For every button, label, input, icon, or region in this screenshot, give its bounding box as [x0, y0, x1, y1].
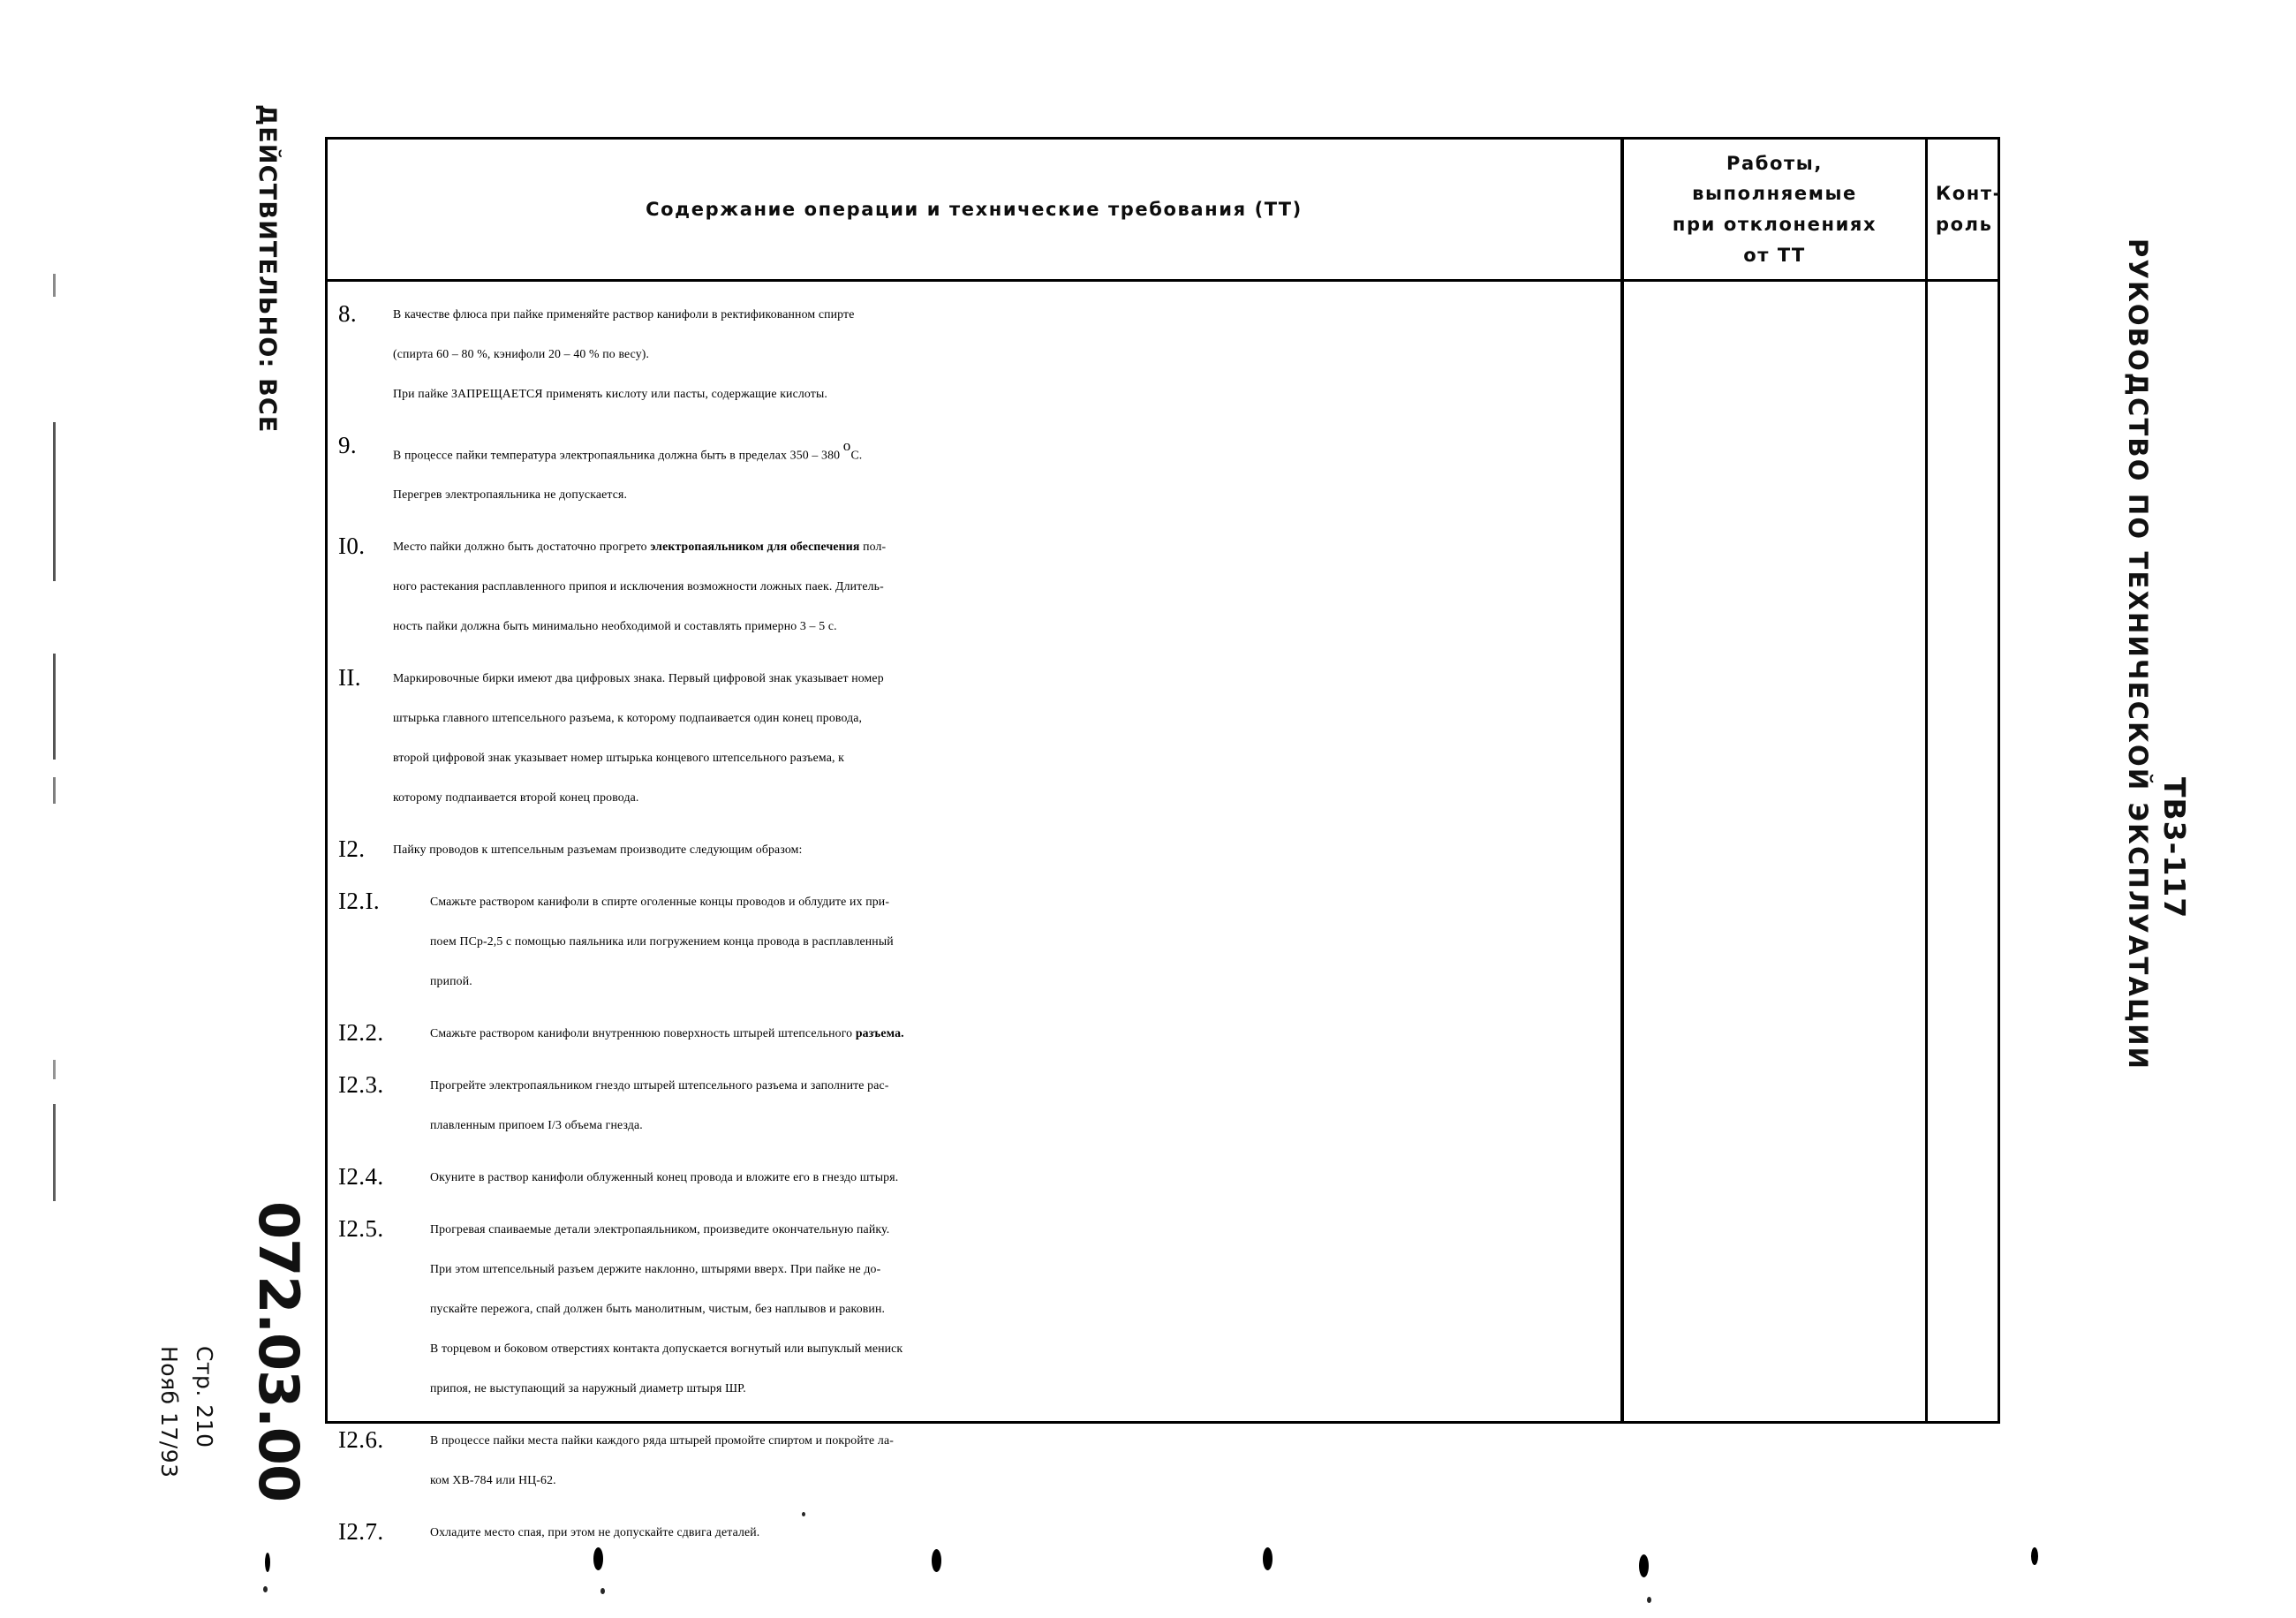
operation-line: второй цифровой знак указывает номер штырька концевого штепсельного разъема, к: [393, 751, 845, 765]
operation-text: [430, 881, 1620, 1001]
operation-item: [328, 426, 1620, 514]
operation-line: В качестве флюса при пайке применяйте раствор канифоли в ректификованном спирте: [393, 307, 855, 321]
scan-artifact-tick: [53, 777, 56, 804]
scan-artifact-tick: [53, 274, 56, 297]
registration-mark: [593, 1547, 603, 1570]
header-line: роль: [1936, 214, 1993, 235]
operation-text: [430, 1512, 1620, 1552]
registration-dot: [1647, 1597, 1651, 1603]
page-number: Стр. 210: [192, 1346, 217, 1448]
operation-line: припой.: [430, 974, 472, 988]
document-number: 072.03.00: [246, 1201, 311, 1502]
operation-item: [328, 1065, 1620, 1145]
registration-dot: [802, 1512, 805, 1516]
operation-line: Смажьте раствором канифоли в спирте оголенные концы проводов и облудите их при-: [430, 895, 890, 909]
operation-line: Окуните в раствор канифоли облуженный конец провода и вложите его в гнездо штыря.: [430, 1170, 899, 1184]
operation-text: [430, 1420, 1620, 1500]
operation-text: [430, 1013, 1620, 1053]
operation-number: 9.: [338, 432, 358, 458]
operation-line: ность пайки должна быть минимально необходимой и составлять примерно 3 – 5 с.: [393, 619, 837, 633]
operation-number: I2.4.: [338, 1163, 384, 1191]
scan-artifact-tick: [53, 1104, 56, 1201]
registration-dot: [600, 1588, 605, 1594]
operation-item: [328, 829, 1620, 869]
scan-artifact-tick: [53, 654, 56, 760]
operation-text: [430, 1157, 1620, 1197]
operation-item: [328, 658, 1620, 817]
operation-line: Прогрейте электропаяльником гнездо штырей штепсельного разъема и заполните рас-: [430, 1078, 889, 1093]
operation-text: [430, 1209, 1620, 1408]
operation-line: При пайке ЗАПРЕЩАЕТСЯ применять кислоту или пасты, содержащие кислоты.: [393, 387, 827, 400]
operation-text: [393, 658, 1620, 817]
header-line: при отклонениях: [1672, 214, 1877, 235]
registration-dot: [263, 1586, 268, 1592]
operation-line: При этом штепсельный разъем держите наклонно, штырями вверх. При пайке не до-: [430, 1262, 881, 1276]
registration-mark: [932, 1549, 941, 1572]
operation-number: I2.6.: [338, 1426, 384, 1454]
header-line: выполняемые: [1692, 183, 1857, 205]
operation-number: I2.2.: [338, 1019, 384, 1047]
operations-table: [325, 137, 2002, 1546]
operation-line: В процессе пайки температура электропаяльника должна быть в пределах 350 – 380 $^o$С.: [393, 437, 863, 462]
header-line: от ТТ: [1743, 244, 1806, 266]
operation-line: Перегрев электропаяльника не допускается.: [393, 488, 628, 502]
header-line: Работы,: [1726, 152, 1823, 174]
operation-number: I2.7.: [338, 1518, 384, 1546]
operation-line: ком ХВ-784 или НЦ-62.: [430, 1473, 556, 1487]
operation-line: Маркировочные бирки имеют два цифровых знака. Первый цифровой знак указывает номер: [393, 671, 884, 685]
operation-number: I0.: [338, 533, 366, 560]
operation-line: ного растекания расплавленного припоя и исключения возможности ложных паек. Длитель-: [393, 579, 884, 594]
deviations-column: [1620, 282, 1925, 1421]
content-column: [328, 282, 1620, 1546]
operation-item: [328, 1157, 1620, 1197]
operation-line: поем ПСр-2,5 с помощью паяльника или погружением конца провода в расплавленный: [430, 934, 894, 949]
registration-mark: [265, 1553, 270, 1572]
operation-line: которому подпаивается второй конец провода.: [393, 790, 639, 805]
header-line: Конт-: [1936, 183, 2002, 205]
operation-line: пускайте пережога, спай должен быть манолитным, чистым, без наплывов и раковин.: [430, 1302, 886, 1316]
table-body: [328, 282, 1998, 1546]
operation-number: I2.: [338, 835, 366, 863]
operation-number: 8.: [338, 300, 358, 327]
operations-list: [328, 282, 1620, 1552]
operation-item: [328, 1013, 1620, 1053]
operation-line: штырька главного штепсельного разъема, к которому подпаивается один конец провода,: [393, 711, 863, 725]
table-header-row: [328, 140, 2002, 282]
column-header-control: [1925, 140, 2003, 279]
operation-line: Пайку проводов к штепсельным разъемам производите следующим образом:: [393, 843, 803, 857]
operation-line: припоя, не выступающий за наружный диаметр штыря ШР.: [430, 1381, 746, 1395]
registration-mark: [1263, 1547, 1273, 1570]
operation-text: [393, 526, 1620, 646]
operation-text: [430, 1065, 1620, 1145]
operation-line: плавленным припоем I/3 объема гнезда.: [430, 1118, 643, 1132]
registration-mark: [1639, 1554, 1649, 1577]
revision-date: Нояб 17/93: [156, 1346, 182, 1478]
operation-item: [328, 881, 1620, 1001]
operation-line: Прогревая спаиваемые детали электропаяльником, произведите окончательную пайку.: [430, 1222, 890, 1236]
operation-text: [393, 426, 1620, 514]
operation-item: [328, 294, 1620, 413]
operation-line: В процессе пайки места пайки каждого ряда штырей промойте спиртом и покройте ла-: [430, 1433, 894, 1448]
control-column: [1925, 282, 2003, 1421]
operation-number: I2.3.: [338, 1071, 384, 1099]
operation-text: [393, 829, 1620, 869]
operation-text: [393, 294, 1620, 413]
operation-line: Охладите место спая, при этом не допускайте сдвига деталей.: [430, 1525, 760, 1539]
column-header-content: Содержание операции и технические требования (ТТ): [646, 198, 1303, 220]
registration-mark: [2031, 1547, 2038, 1565]
scan-artifact-tick: [53, 1060, 56, 1079]
effectivity-label: ДЕЙСТВИТЕЛЬНО: ВСЕ: [253, 104, 281, 434]
operation-item: [328, 526, 1620, 646]
manual-title: РУКОВОДСТВО ПО ТЕХНИЧЕСКОЙ ЭКСПЛУАТАЦИИ: [2123, 238, 2153, 1071]
operation-line: (спирта 60 – 80 %, кэнифоли 20 – 40 % по весу).: [393, 347, 650, 360]
operation-item: [328, 1512, 1620, 1552]
operation-item: [328, 1420, 1620, 1500]
scan-artifact-tick: [53, 422, 56, 581]
operation-number: II.: [338, 664, 361, 692]
operation-line: Место пайки должно быть достаточно прогрето электропаяльником для обеспечения пол-: [393, 540, 887, 554]
column-header-deviations: [1620, 140, 1925, 279]
operation-item: [328, 1209, 1620, 1408]
operation-line: Смажьте раствором канифоли внутреннюю поверхность штырей штепсельного разъема.: [430, 1026, 904, 1040]
operation-number: I2.I.: [338, 888, 380, 915]
operation-line: В торцевом и боковом отверстиях контакта допускается вогнутый или выпуклый мениск: [430, 1342, 903, 1356]
engine-model: ТВ3-117: [2157, 777, 2192, 919]
operation-number: I2.5.: [338, 1215, 384, 1243]
